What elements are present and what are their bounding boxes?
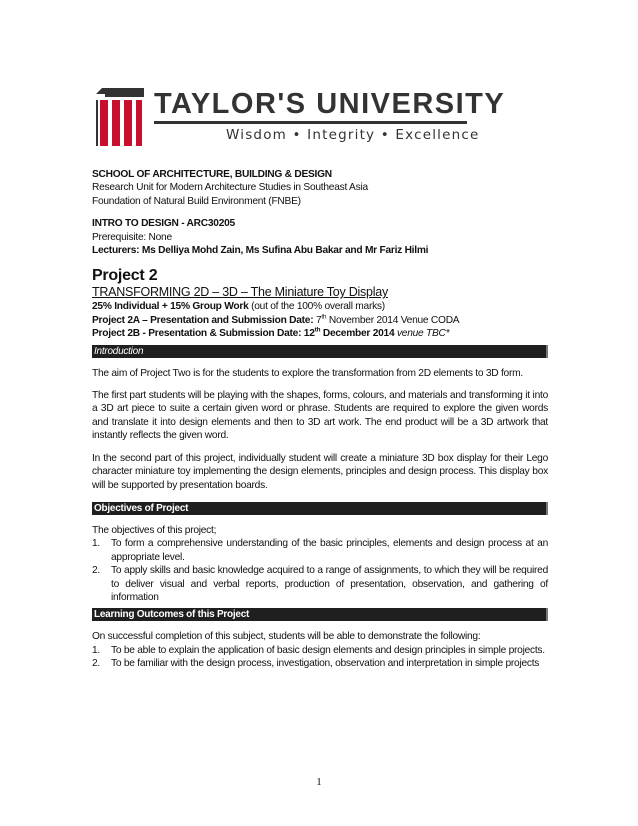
lecturers: Lecturers: Ms Delliya Mohd Zain, Ms Sufina Abu Bakar and Mr Fariz Hilmi xyxy=(92,245,429,257)
list-text: To be familiar with the design process, investigation, observation and interpretation in simple projects xyxy=(111,658,540,670)
list-item xyxy=(92,644,548,657)
logo-divider xyxy=(154,121,467,124)
university-tagline: Wisdom • Integrity • Excellence xyxy=(226,127,480,143)
university-logo xyxy=(96,88,506,146)
list-item xyxy=(92,537,548,564)
project-2b-month: December 2014 xyxy=(320,328,395,340)
page-number: 1 xyxy=(316,776,322,788)
intro-paragraph-2: The first part students will be playing with the shapes, forms, colours, and materials and transforming it into a 3D art piece to suite a certain given word or phrase. Students are required to explore the given words and translate it into design elements and then to 3D art work. The end product will be a 3D artwork that instantly reflects the given word. xyxy=(92,390,548,442)
project-2a-date xyxy=(92,314,548,327)
school-name: SCHOOL OF ARCHITECTURE, BUILDING & DESIGN xyxy=(92,169,332,180)
project-subtitle: TRANSFORMING 2D – 3D – The Miniature Toy Display xyxy=(92,285,388,300)
project-2b-date xyxy=(92,327,548,340)
project-2a-label: Project 2A – Presentation and Submission Date: xyxy=(92,314,314,326)
list-item xyxy=(92,564,548,604)
course-code: INTRO TO DESIGN - ARC30205 xyxy=(92,218,235,230)
outcomes-intro: On successful completion of this subject, students will be able to demonstrate the following: xyxy=(92,631,481,643)
list-text: To be able to explain the application of basic design elements and design principles in simple projects. xyxy=(111,644,545,656)
objectives-intro: The objectives of this project; xyxy=(92,524,217,536)
project-title: Project 2 xyxy=(92,267,158,285)
list-item xyxy=(92,657,548,670)
list-number: 1. xyxy=(92,538,100,550)
list-text: To apply skills and basic knowledge acquired to a range of assignments, to which they will be required to deliver visual and verbal reports, production of presentation, observation, and gathering of information xyxy=(111,565,548,603)
project-weight xyxy=(92,300,548,313)
document-body xyxy=(92,168,548,671)
project-2a-day: 7 xyxy=(313,314,322,326)
research-unit: Research Unit for Modern Architecture Studies in Southeast Asia xyxy=(92,182,368,194)
objectives-heading: Objectives of Project xyxy=(92,502,548,515)
outcomes-list xyxy=(92,644,548,671)
introduction-heading: Introduction xyxy=(92,345,548,358)
project-2a-rest: November 2014 Venue CODA xyxy=(326,314,460,326)
foundation-name: Foundation of Natural Build Environment (FNBE) xyxy=(92,195,301,207)
list-number: 2. xyxy=(92,658,100,670)
list-number: 2. xyxy=(92,565,100,577)
university-name: TAYLOR'S UNIVERSITY xyxy=(154,88,506,120)
university-crest-icon xyxy=(96,88,144,146)
project-2b-sup: th xyxy=(314,326,321,334)
list-number: 1. xyxy=(92,644,100,656)
intro-paragraph-3: In the second part of this project, individually student will create a miniature 3D box display for their Lego character miniature toy implementing the design elements, principles and design process. This display box will be supported by presentation boards. xyxy=(92,452,548,491)
prerequisite: Prerequisite: None xyxy=(92,231,172,243)
project-2b-label: Project 2B - Presentation & Submission Date: 12 xyxy=(92,328,315,340)
list-text: To form a comprehensive understanding of the basic principles, elements and design process at an appropriate level. xyxy=(111,538,548,563)
project-2a-sup: th xyxy=(321,313,327,321)
objectives-list xyxy=(92,537,548,604)
project-weight-bold: 25% Individual + 15% Group Work xyxy=(92,301,249,313)
outcomes-heading: Learning Outcomes of this Project xyxy=(92,608,548,621)
project-2b-venue: venue TBC* xyxy=(394,328,450,340)
project-weight-rest: (out of the 100% overall marks) xyxy=(248,301,385,313)
intro-paragraph-1: The aim of Project Two is for the students to explore the transformation from 2D elements to 3D form. xyxy=(92,367,523,379)
